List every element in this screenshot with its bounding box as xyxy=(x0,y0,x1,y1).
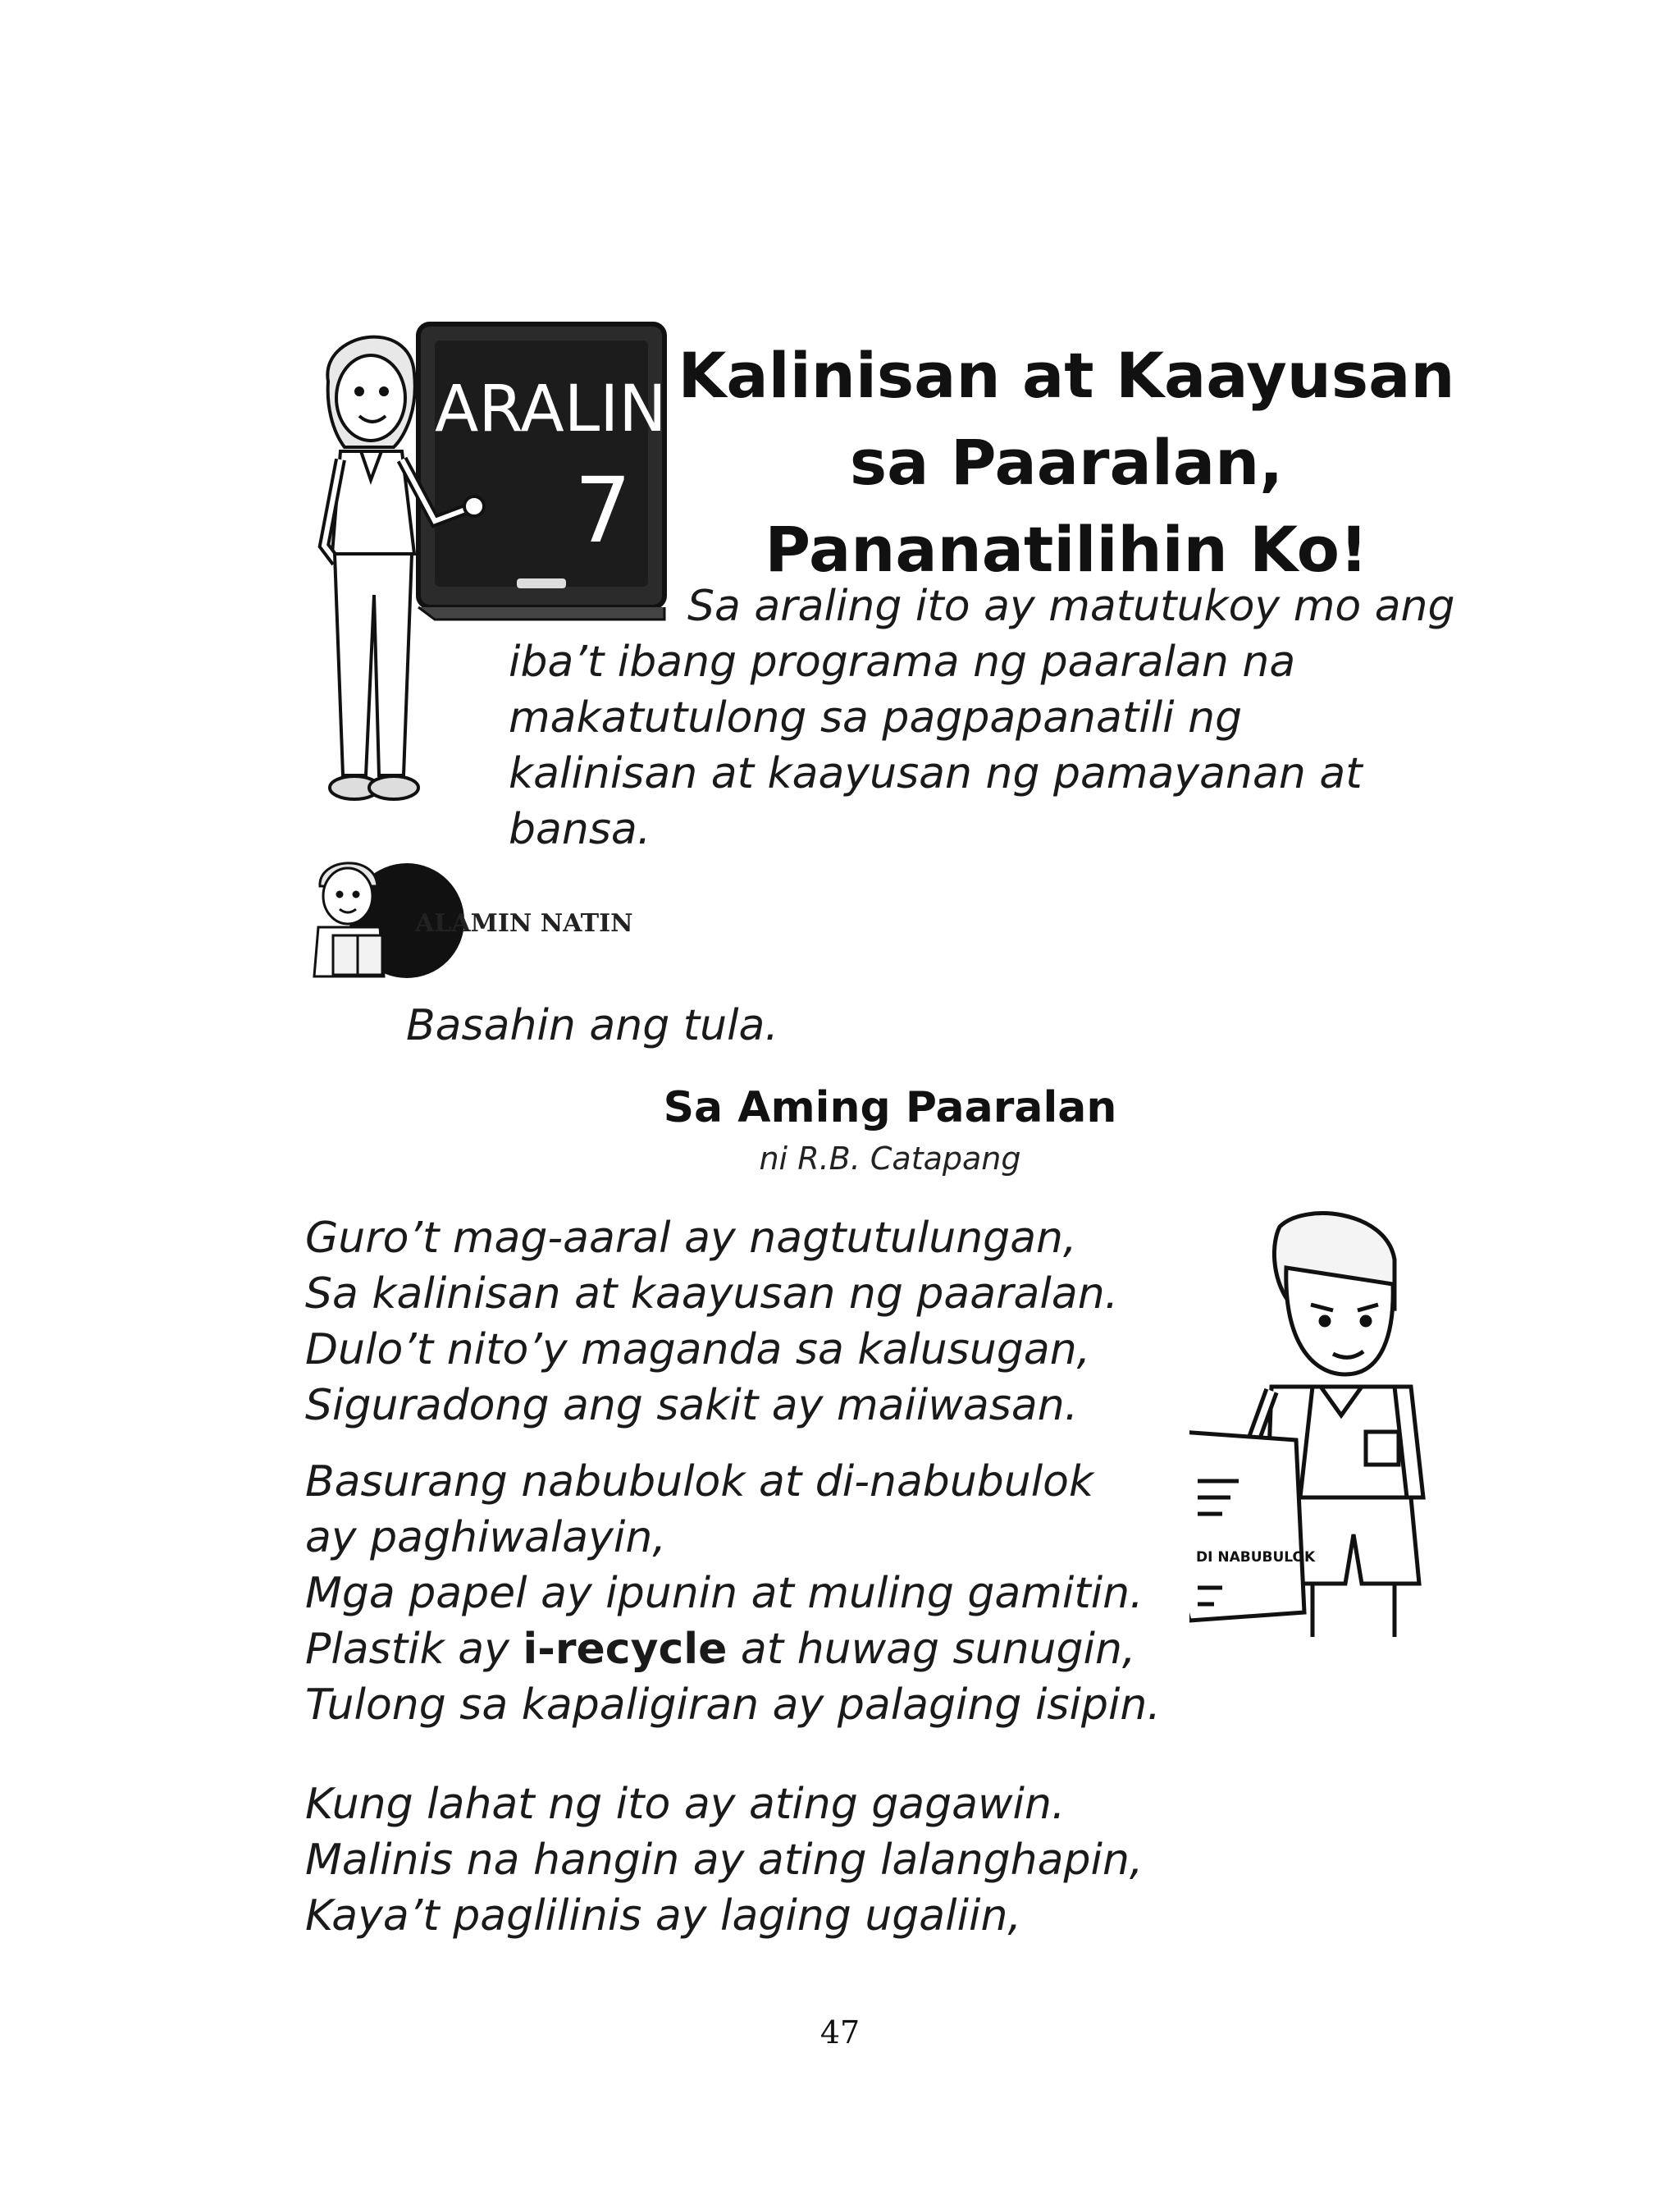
title-line: Pananatilihin Ko! xyxy=(765,513,1368,586)
intro-line: iba’t ibang programa ng paaralan na xyxy=(509,638,1296,687)
poem-stanza-2 xyxy=(305,1454,1161,1733)
board-number: 7 xyxy=(574,458,632,563)
trash-bin xyxy=(1189,1432,1304,1621)
poem-line: Kung lahat ng ito ay ating gagawin. xyxy=(305,1780,1066,1829)
poem-line: Tulong sa kapaligiran ay palaging isipin. xyxy=(305,1680,1161,1730)
poem-line: Mga papel ay ipunin at muling gamitin. xyxy=(305,1569,1144,1618)
poem-bold-term: i-recycle xyxy=(523,1625,728,1674)
board-word: ARALIN xyxy=(435,373,667,446)
poem-line: ay paghiwalayin, xyxy=(305,1513,666,1562)
alamin-natin-banner xyxy=(302,853,646,985)
title-line: Kalinisan at Kaayusan xyxy=(678,339,1455,412)
poem-line: Guro’t mag-aaral ay nagtutulungan, xyxy=(305,1214,1077,1263)
instruction-text: Basahin ang tula. xyxy=(406,1001,778,1050)
poem-line: Siguradong ang sakit ay maiiwasan. xyxy=(305,1381,1079,1430)
poem-line: Sa kalinisan at kaayusan ng paaralan. xyxy=(305,1269,1119,1319)
poem-line: Basurang nabubulok at di-nabubulok xyxy=(305,1457,1094,1506)
poem-line: Kaya’t paglilinis ay laging ugaliin, xyxy=(305,1891,1021,1941)
poem-stanza-3 xyxy=(305,1776,1143,1944)
poem-line xyxy=(305,1621,1161,1677)
intro-line: kalinisan at kaayusan ng pamayanan at xyxy=(509,749,1363,798)
section-banner-label: ALAMIN NATIN xyxy=(415,909,633,938)
poem-line: Malinis na hangin ay ating lalanghapin, xyxy=(305,1836,1144,1885)
poem-stanza-1 xyxy=(305,1210,1118,1433)
boy-trash-bin-illustration xyxy=(1189,1210,1436,1637)
lesson-title xyxy=(673,332,1460,593)
bin-label: DI NABUBULOK xyxy=(1196,1549,1316,1566)
intro-line: Sa araling ito ay matutukoy mo ang xyxy=(687,582,1455,631)
page-number: 47 xyxy=(819,2014,861,2051)
poem-line-part: at huwag sunugin, xyxy=(727,1625,1136,1674)
poem-line-part: Plastik ay xyxy=(305,1625,523,1674)
poem-title: Sa Aming Paaralan xyxy=(663,1083,1117,1132)
title-line: sa Paaralan, xyxy=(849,426,1284,499)
intro-line: makatutulong sa pagpapanatili ng xyxy=(509,693,1243,743)
poem-line: Dulo’t nito’y maganda sa kalusugan, xyxy=(305,1325,1091,1374)
poem-author: ni R.B. Catapang xyxy=(759,1141,1021,1177)
intro-line: bansa. xyxy=(509,805,651,854)
boy-illustration xyxy=(1189,1210,1436,1637)
